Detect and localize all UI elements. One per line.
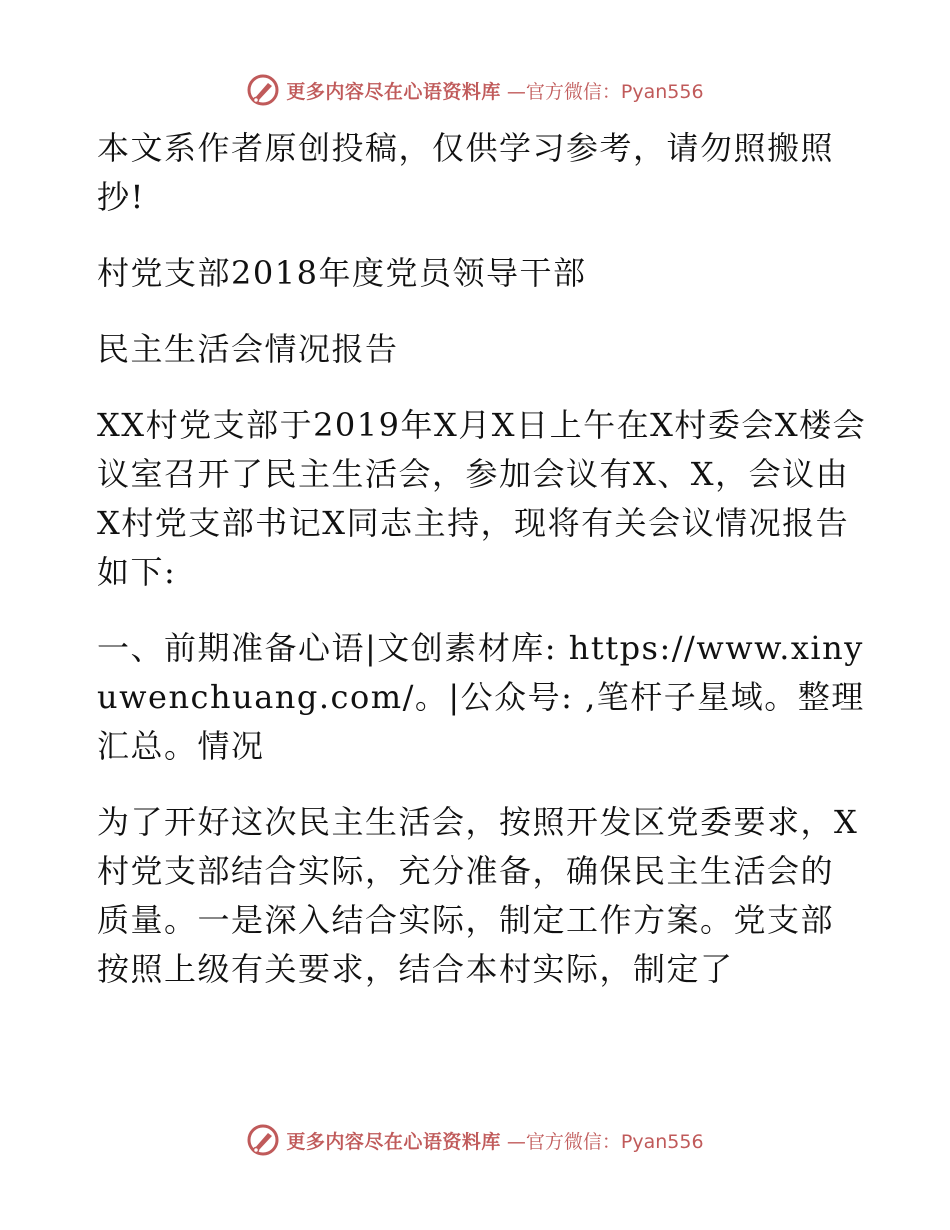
- banner-wechat: —官方微信：Pyan556: [506, 80, 704, 103]
- pen-logo-icon: [246, 1123, 280, 1157]
- document-body: [97, 124, 867, 1021]
- banner-wechat: —官方微信：Pyan556: [506, 1130, 704, 1153]
- section-heading-preparation: 一、前期准备心语|文创素材库: https://www.xinyuwenchuang.com/。|公众号: ,笔杆子星域。整理汇总。情况: [97, 629, 865, 765]
- banner-title: 更多内容尽在心语资料库: [286, 80, 501, 103]
- banner-title: 更多内容尽在心语资料库: [286, 1130, 501, 1153]
- paragraph-intro: XX村党支部于2019年X月X日上午在X村委会X楼会议室召开了民主生活会，参加会议有X、X，会议由X村党支部书记X同志主持，现将有关会议情况报告如下:: [97, 406, 867, 591]
- header-banner: [0, 70, 950, 110]
- paragraph-disclaimer: 本文系作者原创投稿，仅供学习参考，请勿照搬照抄!: [97, 129, 835, 216]
- footer-banner: [0, 1120, 950, 1160]
- doc-title-line2: 民主生活会情况报告: [97, 330, 399, 368]
- paragraph-preparation: 为了开好这次民主生活会，按照开发区党委要求，X村党支部结合实际，充分准备，确保民主生活会的质量。一是深入结合实际，制定工作方案。党支部按照上级有关要求，结合本村实际，制定了: [97, 803, 859, 988]
- doc-title-line1: 村党支部2018年度党员领导干部: [97, 254, 587, 292]
- pen-logo-icon: [246, 73, 280, 107]
